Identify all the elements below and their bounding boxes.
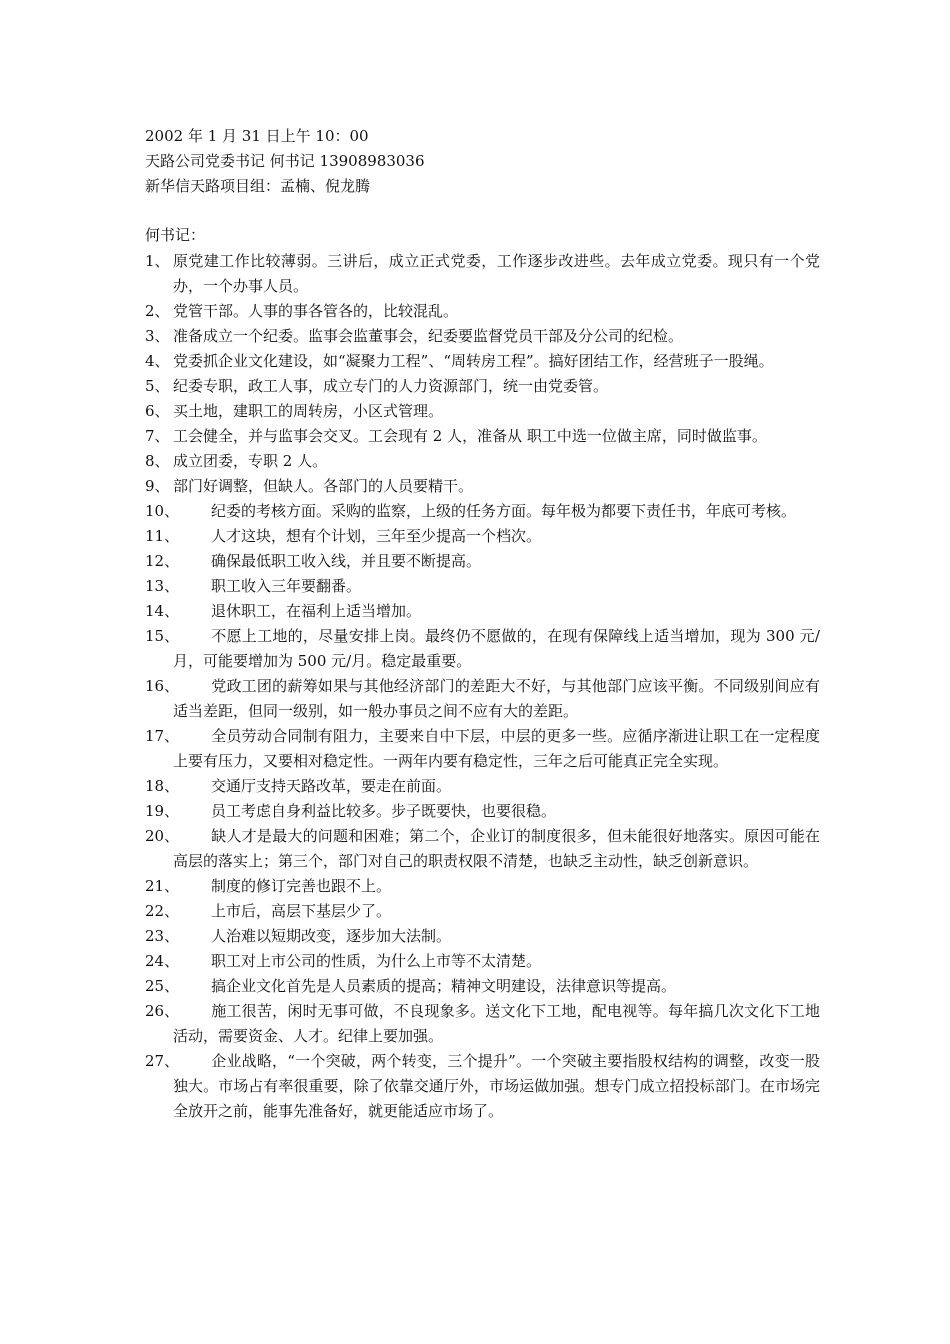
- list-item-number: 2、: [145, 302, 170, 320]
- list-item: [145, 374, 820, 399]
- list-item-number: 13、: [145, 577, 180, 595]
- list-item-text: 人才这块，想有个计划，三年至少提高一个档次。: [211, 527, 542, 545]
- list-item-number: 20、: [145, 827, 180, 845]
- list-item-number: 19、: [145, 802, 180, 820]
- list-item-number: 21、: [145, 877, 180, 895]
- list-item-number: 18、: [145, 777, 180, 795]
- list-item: [145, 899, 820, 924]
- speaker-label: 何书记：: [145, 226, 206, 244]
- list-item-text: 职工对上市公司的性质，为什么上市等不太清楚。: [211, 952, 542, 970]
- meeting-datetime: 2002 年 1 月 31 日上午 10：00: [145, 127, 369, 145]
- list-item: [145, 324, 820, 349]
- list-item-text: 员工考虑自身利益比较多。步子既要快，也要很稳。: [211, 802, 557, 820]
- project-team: 新华信天路项目组：孟楠、倪龙腾: [145, 177, 371, 195]
- list-item-text: 党政工团的薪筹如果与其他经济部门的差距大不好，与其他部门应该平衡。不同级别间应有适当差距，但同一级别，如一般办事员之间不应有大的差距。: [173, 677, 820, 720]
- list-item: [145, 949, 820, 974]
- list-item-text: 党管干部。人事的事各管各的，比较混乱。: [173, 302, 459, 320]
- list-item: [145, 399, 820, 424]
- list-item-number: 26、: [145, 1002, 180, 1020]
- list-item: [145, 499, 820, 524]
- list-item: [145, 724, 820, 774]
- list-item-number: 25、: [145, 977, 180, 995]
- list-item-number: 9、: [145, 477, 170, 495]
- list-item-text: 成立团委，专职 2 人。: [173, 452, 328, 470]
- list-item: [145, 774, 820, 799]
- list-item-number: 16、: [145, 677, 180, 695]
- list-item-number: 7、: [145, 427, 170, 445]
- list-item-number: 23、: [145, 927, 180, 945]
- list-item-number: 11、: [145, 527, 180, 545]
- list-item-text: 人治难以短期改变，逐步加大法制。: [211, 927, 452, 945]
- list-item-number: 3、: [145, 327, 170, 345]
- list-item-text: 准备成立一个纪委。监事会监董事会，纪委要监督党员干部及分公司的纪检。: [173, 327, 684, 345]
- list-item-text: 交通厅支持天路改革，要走在前面。: [211, 777, 452, 795]
- list-item-number: 15、: [145, 627, 180, 645]
- list-item: [145, 249, 820, 299]
- list-item: [145, 424, 820, 449]
- list-item-text: 党委抓企业文化建设，如“凝聚力工程”、“周转房工程”。搞好团结工作，经营班子一股绳。: [173, 352, 774, 370]
- list-item-text: 确保最低职工收入线，并且要不断提高。: [211, 552, 482, 570]
- list-item-text: 买土地，建职工的周转房，小区式管理。: [173, 402, 444, 420]
- list-item: [145, 574, 820, 599]
- list-item: [145, 999, 820, 1049]
- list-item-number: 6、: [145, 402, 170, 420]
- list-item: [145, 524, 820, 549]
- list-item: [145, 924, 820, 949]
- list-item: [145, 299, 820, 324]
- list-item-text: 部门好调整，但缺人。各部门的人员要精干。: [173, 477, 474, 495]
- list-item-text: 职工收入三年要翻番。: [211, 577, 362, 595]
- list-item: [145, 824, 820, 874]
- list-item: [145, 624, 820, 674]
- list-item-text: 不愿上工地的，尽量安排上岗。最终仍不愿做的，在现有保障线上适当增加，现为 300 元/月，可能要增加为 500 元/月。稳定最重要。: [173, 627, 820, 670]
- list-item-text: 施工很苦，闲时无事可做，不良现象多。送文化下工地，配电视等。每年搞几次文化下工地活动，需要资金、人才。纪律上要加强。: [173, 1002, 820, 1045]
- list-item: [145, 1049, 820, 1124]
- list-item-number: 17、: [145, 727, 180, 745]
- list-item: [145, 349, 820, 374]
- list-item-number: 22、: [145, 902, 180, 920]
- list-item-number: 12、: [145, 552, 180, 570]
- list-item: [145, 874, 820, 899]
- interviewee-contact: 天路公司党委书记 何书记 13908983036: [145, 152, 425, 170]
- list-item-number: 4、: [145, 352, 170, 370]
- list-item-text: 制度的修订完善也跟不上。: [211, 877, 392, 895]
- list-item-number: 1、: [145, 252, 170, 270]
- list-item-number: 8、: [145, 452, 170, 470]
- list-item-text: 上市后，高层下基层少了。: [211, 902, 392, 920]
- list-item-text: 搞企业文化首先是人员素质的提高；精神文明建设，法律意识等提高。: [211, 977, 677, 995]
- list-item-number: 10、: [145, 502, 180, 520]
- list-item: [145, 474, 820, 499]
- numbered-list: [145, 249, 820, 1124]
- list-item-number: 5、: [145, 377, 170, 395]
- list-item-text: 工会健全，并与监事会交叉。工会现有 2 人，准备从 职工中选一位做主席，同时做监事。: [173, 427, 767, 445]
- blank-line: [145, 199, 820, 223]
- list-item-number: 27、: [145, 1052, 180, 1070]
- list-item-text: 纪委专职，政工人事，成立专门的人力资源部门，统一由党委管。: [173, 377, 609, 395]
- list-item-text: 企业战略，“一个突破，两个转变，三个提升”。一个突破主要指股权结构的调整，改变一股独大。市场占有率很重要，除了依靠交通厅外，市场运做加强。想专门成立招投标部门。在市场完全放开之前，能事先准备好，就更能适应市场了。: [173, 1052, 820, 1120]
- list-item-text: 原党建工作比较薄弱。三讲后，成立正式党委，工作逐步改进些。去年成立党委。现只有一个党办，一个办事人员。: [173, 252, 820, 295]
- list-item-text: 全员劳动合同制有阻力，主要来自中下层，中层的更多一些。应循序渐进让职工在一定程度上要有压力，又要相对稳定性。一两年内要有稳定性，三年之后可能真正完全实现。: [173, 727, 820, 770]
- list-item: [145, 449, 820, 474]
- list-item-text: 纪委的考核方面。采购的监察，上级的任务方面。每年极为都要下责任书，年底可考核。: [211, 502, 797, 520]
- list-item-text: 退休职工，在福利上适当增加。: [211, 602, 422, 620]
- list-item-text: 缺人才是最大的问题和困难；第二个，企业订的制度很多，但未能很好地落实。原因可能在高层的落实上；第三个，部门对自己的职责权限不清楚，也缺乏主动性，缺乏创新意识。: [173, 827, 820, 870]
- document-page: [145, 124, 820, 1124]
- list-item: [145, 549, 820, 574]
- list-item: [145, 599, 820, 624]
- list-item: [145, 799, 820, 824]
- list-item-number: 24、: [145, 952, 180, 970]
- list-item: [145, 674, 820, 724]
- list-item-number: 14、: [145, 602, 180, 620]
- list-item: [145, 974, 820, 999]
